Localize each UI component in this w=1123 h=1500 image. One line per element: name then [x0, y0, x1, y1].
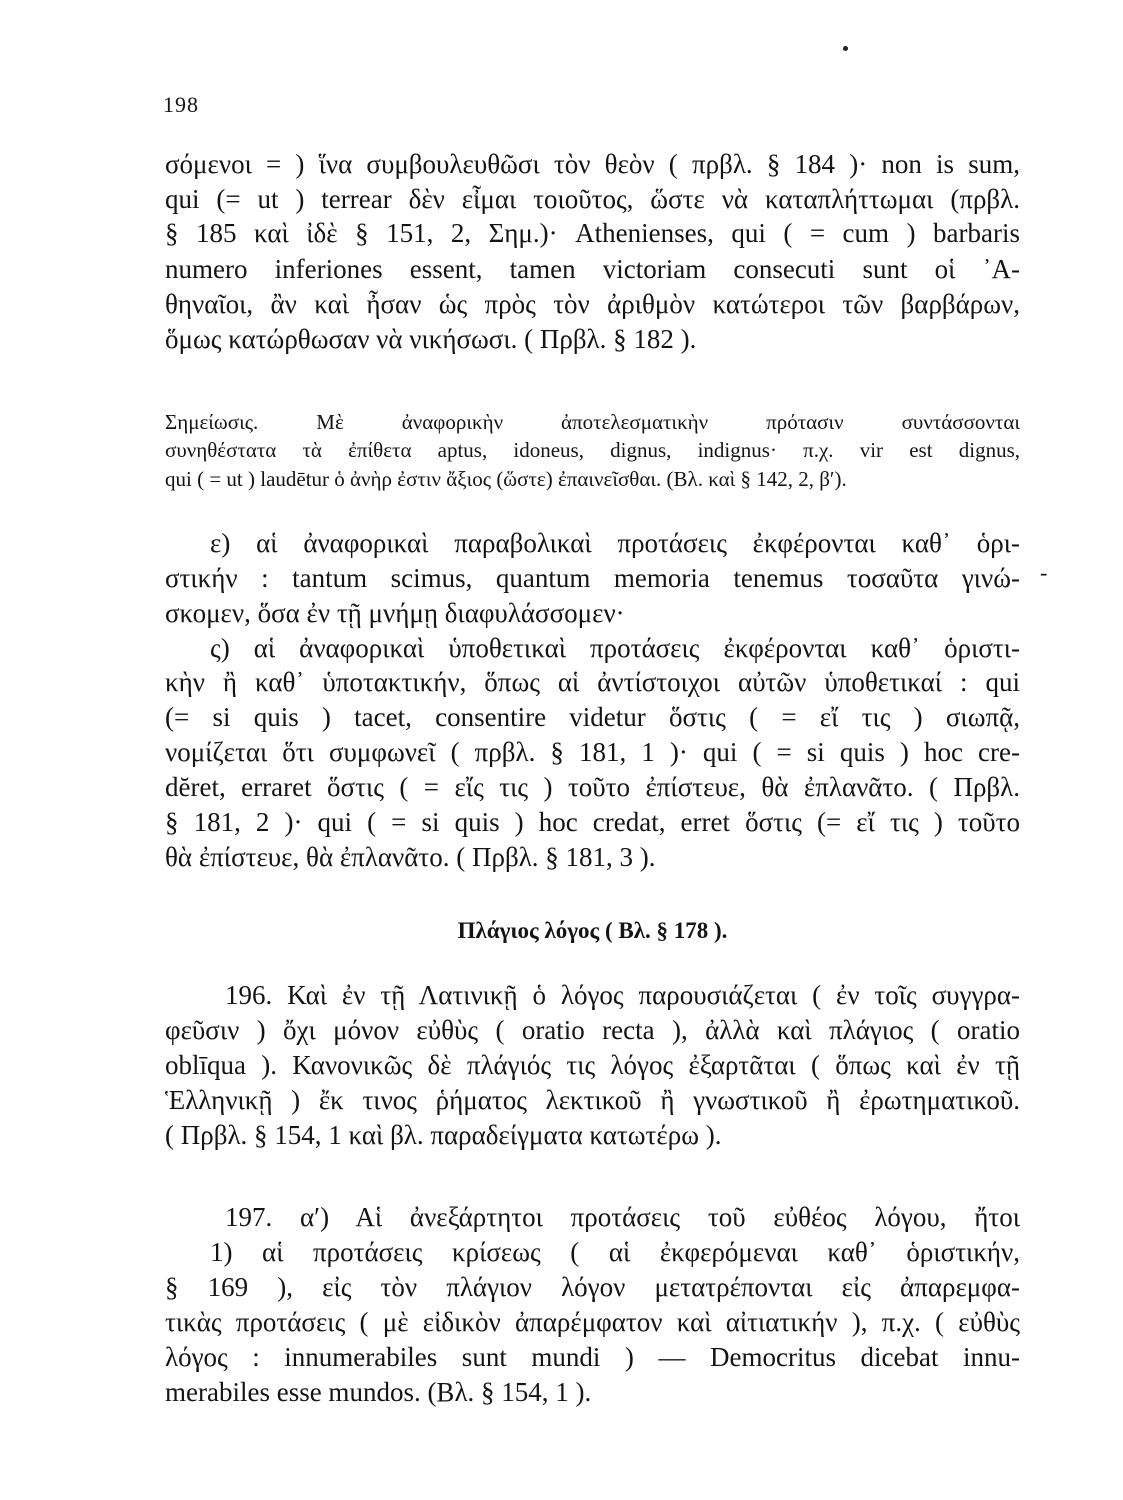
text-line: λόγος : innumerabiles sunt mundi ) — Democritus dicebat innu- — [165, 1342, 1020, 1372]
page-number: 198 — [163, 92, 199, 117]
margin-mark: ‐ — [1040, 560, 1048, 585]
text-line: 1) αἱ προτάσεις κρίσεως ( αἱ ἐκφερόμεναι καθ᾽ ὁριστικήν, — [210, 1237, 1020, 1267]
text-line: ὅμως κατώρθωσαν νὰ νικήσωσι. ( Πρβλ. § 182 ). — [165, 324, 697, 354]
text-line: θὰ ἐπίστευε, θὰ ἐπλανᾶτο. ( Πρβλ. § 181, 3 ). — [165, 842, 656, 872]
text-line: numero inferiones essent, tamen victoriam consecuti sunt οἱ ᾽Α- — [165, 254, 1020, 284]
text-line: ( Πρβλ. § 154, 1 καὶ βλ. παραδείγματα κατωτέρω ). — [165, 1120, 722, 1150]
text-line: ς) αἱ ἀναφορικαὶ ὑποθετικαὶ προτάσεις ἐκφέρονται καθ᾽ ὁριστι- — [210, 633, 1020, 663]
text-line: qui (= ut ) terrear δὲν εἶμαι τοιοῦτος, ὥστε νὰ καταπλήττωμαι (πρβλ. — [165, 184, 1020, 214]
text-line: ε) αἱ ἀναφορικαὶ παραβολικαὶ προτάσεις ἐκφέρονται καθ᾽ ὁρι- — [210, 528, 1020, 558]
text-line: merabiles esse mundos. (Βλ. § 154, 1 ). — [165, 1377, 592, 1407]
text-line: (= si quis ) tacet, consentire videtur ὅστις ( = εἴ τις ) σιωπᾷ, — [165, 702, 1020, 732]
ink-speck — [843, 46, 848, 51]
text-line: σόμενοι = ) ἵνα συμβουλευθῶσι τὸν θεὸν ( πρβλ. § 184 )· non is sum, — [165, 149, 1020, 179]
note-line: qui ( = ut ) laudētur ὁ ἀνὴρ ἐστιν ἄξιος (ὥστε) ἐπαινεῖσθαι. (Βλ. καὶ § 142, 2, β′). — [165, 467, 847, 491]
text-line: § 185 καὶ ἰδὲ § 151, 2, Σημ.)· Athenienses, qui ( = cum ) barbaris — [165, 218, 1020, 248]
text-line: φεῦσιν ) ὄχι μόνον εὐθὺς ( oratio recta ), ἀλλὰ καὶ πλάγιος ( oratio — [165, 1015, 1020, 1045]
text-line: § 181, 2 )· qui ( = si quis ) hoc credat, erret ὅστις (= εἴ τις ) τοῦτο — [165, 807, 1020, 837]
text-line: στικήν : tantum scimus, quantum memoria tenemus τοσαῦτα γινώ- — [165, 563, 1020, 593]
text-line: νομίζεται ὅτι συμφωνεῖ ( πρβλ. § 181, 1 )· qui ( = si quis ) hoc cre- — [165, 737, 1020, 767]
text-line: σκομεν, ὅσα ἐν τῇ μνήμῃ διαφυλάσσομεν· — [165, 598, 625, 628]
section-heading: Πλάγιος λόγος ( Βλ. § 178 ). — [457, 918, 728, 943]
text-line: τικὰς προτάσεις ( μὲ εἰδικὸν ἀπαρέμφατον καὶ αἰτιατικήν ), π.χ. ( εὐθὺς — [165, 1307, 1020, 1337]
text-line: κὴν ἢ καθ᾽ ὑποτακτικήν, ὅπως αἱ ἀντίστοιχοι αὐτῶν ὑποθετικαί : qui — [165, 667, 1020, 697]
note-line: συνηθέστατα τὰ ἐπίθετα aptus, idoneus, dignus, indignus· π.χ. vir est dignus, — [165, 438, 1020, 462]
text-line: oblīqua ). Κανονικῶς δὲ πλάγιός τις λόγος ἐξαρτᾶται ( ὅπως καὶ ἐν τῇ — [165, 1050, 1020, 1080]
note-line: Σημείωσις. Μὲ ἀναφορικὴν ἀποτελεσματικὴν πρότασιν συντάσσονται — [165, 410, 1020, 434]
text-line: § 169 ), εἰς τὸν πλάγιον λόγον μετατρέπονται εἰς ἀπαρεμφα- — [165, 1272, 1020, 1302]
text-line: 196. Καὶ ἐν τῇ Λατινικῇ ὁ λόγος παρουσιάζεται ( ἐν τοῖς συγγρα- — [225, 980, 1020, 1010]
text-line: 197. α′) Αἱ ἀνεξάρτητοι προτάσεις τοῦ εὐθέος λόγου, ἤτοι — [225, 1202, 1020, 1232]
text-line: dĕret, erraret ὅστις ( = εἴς τις ) τοῦτο ἐπίστευε, θὰ ἐπλανᾶτο. ( Πρβλ. — [165, 772, 1020, 802]
text-line: Ἑλληνικῇ ) ἔκ τινος ῥήματος λεκτικοῦ ἢ γνωστικοῦ ἢ ἐρωτηματικοῦ. — [165, 1085, 1020, 1115]
text-line: θηναῖοι, ἂν καὶ ἦσαν ὡς πρὸς τὸν ἀριθμὸν κατώτεροι τῶν βαρβάρων, — [165, 289, 1020, 319]
